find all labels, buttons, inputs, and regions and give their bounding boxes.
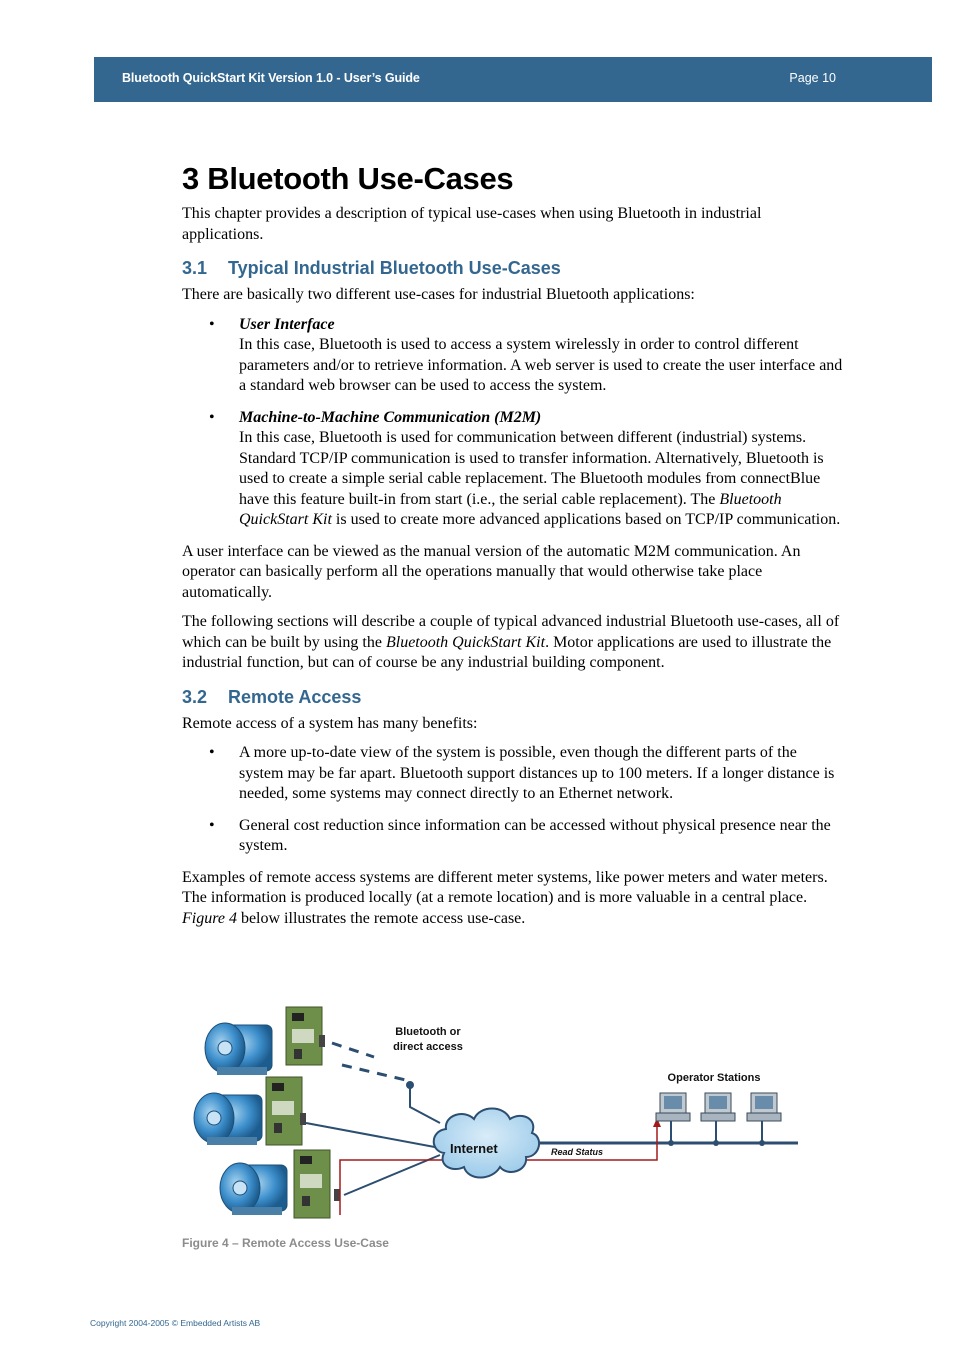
- section-number: 3.2: [182, 686, 208, 707]
- section-intro: There are basically two different use-cases for industrial Bluetooth applications:: [182, 286, 695, 303]
- page-number: Page 10: [789, 71, 836, 85]
- document-title: Bluetooth QuickStart Kit Version 1.0 - User’s Guide: [122, 71, 420, 85]
- chapter-intro: This chapter provides a description of typical use-cases when using Bluetooth in industrial applications.: [182, 205, 762, 243]
- remote-access-diagram: [182, 1005, 822, 1230]
- footer-copyright: Copyright 2004-2005 © Embedded Artists AB: [90, 1318, 261, 1328]
- bluetooth-label-line2: direct access: [393, 1041, 463, 1053]
- paragraph: [182, 868, 844, 930]
- list-item: [182, 743, 844, 805]
- circuit-board-icon: [266, 1077, 306, 1145]
- section-heading-3-1: [182, 257, 844, 279]
- chapter-title: 3 Bluetooth Use-Cases: [182, 161, 514, 196]
- list-item-text: [239, 429, 840, 528]
- bluetooth-label-line1: Bluetooth or: [395, 1026, 461, 1038]
- operator-station-icon: [656, 1093, 690, 1146]
- text-span: is used to create more advanced applications based on TCP/IP communication.: [331, 511, 841, 528]
- bullet-icon: •: [209, 315, 215, 333]
- motor-icon: [194, 1093, 262, 1145]
- internet-label: Internet: [450, 1141, 498, 1156]
- section-title: Typical Industrial Bluetooth Use-Cases: [228, 258, 561, 278]
- circuit-board-icon: [294, 1150, 340, 1218]
- operator-station-icon: [747, 1093, 781, 1146]
- paragraph: A user interface can be viewed as the manual version of the automatic M2M communication. An operator can basically perform all the operations manually that would otherwise take place automatically.: [182, 542, 801, 601]
- bullet-icon: •: [209, 744, 215, 761]
- figure-caption: Figure 4 – Remote Access Use-Case: [182, 1236, 389, 1250]
- section-heading-3-2: [182, 686, 844, 708]
- use-case-list: [182, 315, 844, 531]
- list-item-title: User Interface: [239, 315, 335, 333]
- text-italic: Bluetooth QuickStart Kit: [239, 490, 782, 528]
- bullet-icon: •: [209, 408, 215, 426]
- motor-icon: [220, 1163, 287, 1215]
- circuit-board-icon: [286, 1007, 325, 1065]
- text-span: . Motor applications are used to illustrate the industrial function, but can of course be any industrial building component.: [182, 633, 832, 671]
- text-span: The following sections will describe a couple of typical advanced industrial Bluetooth use-cases, all of which can be built by using the: [182, 613, 840, 651]
- bullet-icon: •: [209, 816, 215, 834]
- benefit-list: [182, 743, 844, 857]
- read-status-label: Read Status: [551, 1147, 604, 1157]
- operator-stations-label: Operator Stations: [667, 1072, 761, 1084]
- list-item-title: Machine-to-Machine Communication (M2M): [239, 408, 542, 426]
- list-item-text: A more up-to-date view of the system is possible, even though the different parts of the system may be far apart. Bluetooth support distances up to 100 meters. If a longer distance is needed, some systems may connect directly to an Ethernet network.: [239, 744, 835, 802]
- section-intro: Remote access of a system has many benefits:: [182, 714, 478, 732]
- text-span: below illustrates the remote access use-case.: [236, 909, 526, 927]
- list-item: [182, 408, 844, 531]
- operator-station-icon: [701, 1093, 735, 1146]
- text-italic: Bluetooth QuickStart Kit: [385, 633, 546, 651]
- page-header: [94, 57, 932, 102]
- list-item-text: General cost reduction since information can be accessed without physical presence near the system.: [239, 816, 831, 854]
- list-item: [182, 315, 844, 397]
- section-number: 3.1: [182, 258, 208, 278]
- list-item: [182, 816, 844, 857]
- motor-icon: [205, 1023, 272, 1075]
- page-content: [182, 160, 844, 938]
- paragraph: [182, 612, 844, 674]
- figure-reference-link: Figure 4: [182, 909, 237, 927]
- list-item-text: In this case, Bluetooth is used to access a system wirelessly in order to control different parameters and/or to retrieve information. A web server is used to create the user interface and a standard web browser can be used to access the system.: [239, 336, 843, 394]
- section-title: Remote Access: [228, 686, 362, 707]
- text-span: In this case, Bluetooth is used for communication between different (industrial) systems. Standard TCP/IP communication is used to transfer information. Alternatively, Bluetooth is used to create a simple serial cable replacement. The Bluetooth modules from connectBlue have this feature built-in from start (i.e., the serial cable replacement). The: [239, 429, 824, 508]
- text-span: Examples of remote access systems are different meter systems, like power meters and water meters. The information is produced locally (at a remote location) and is more valuable in a central place.: [182, 868, 828, 906]
